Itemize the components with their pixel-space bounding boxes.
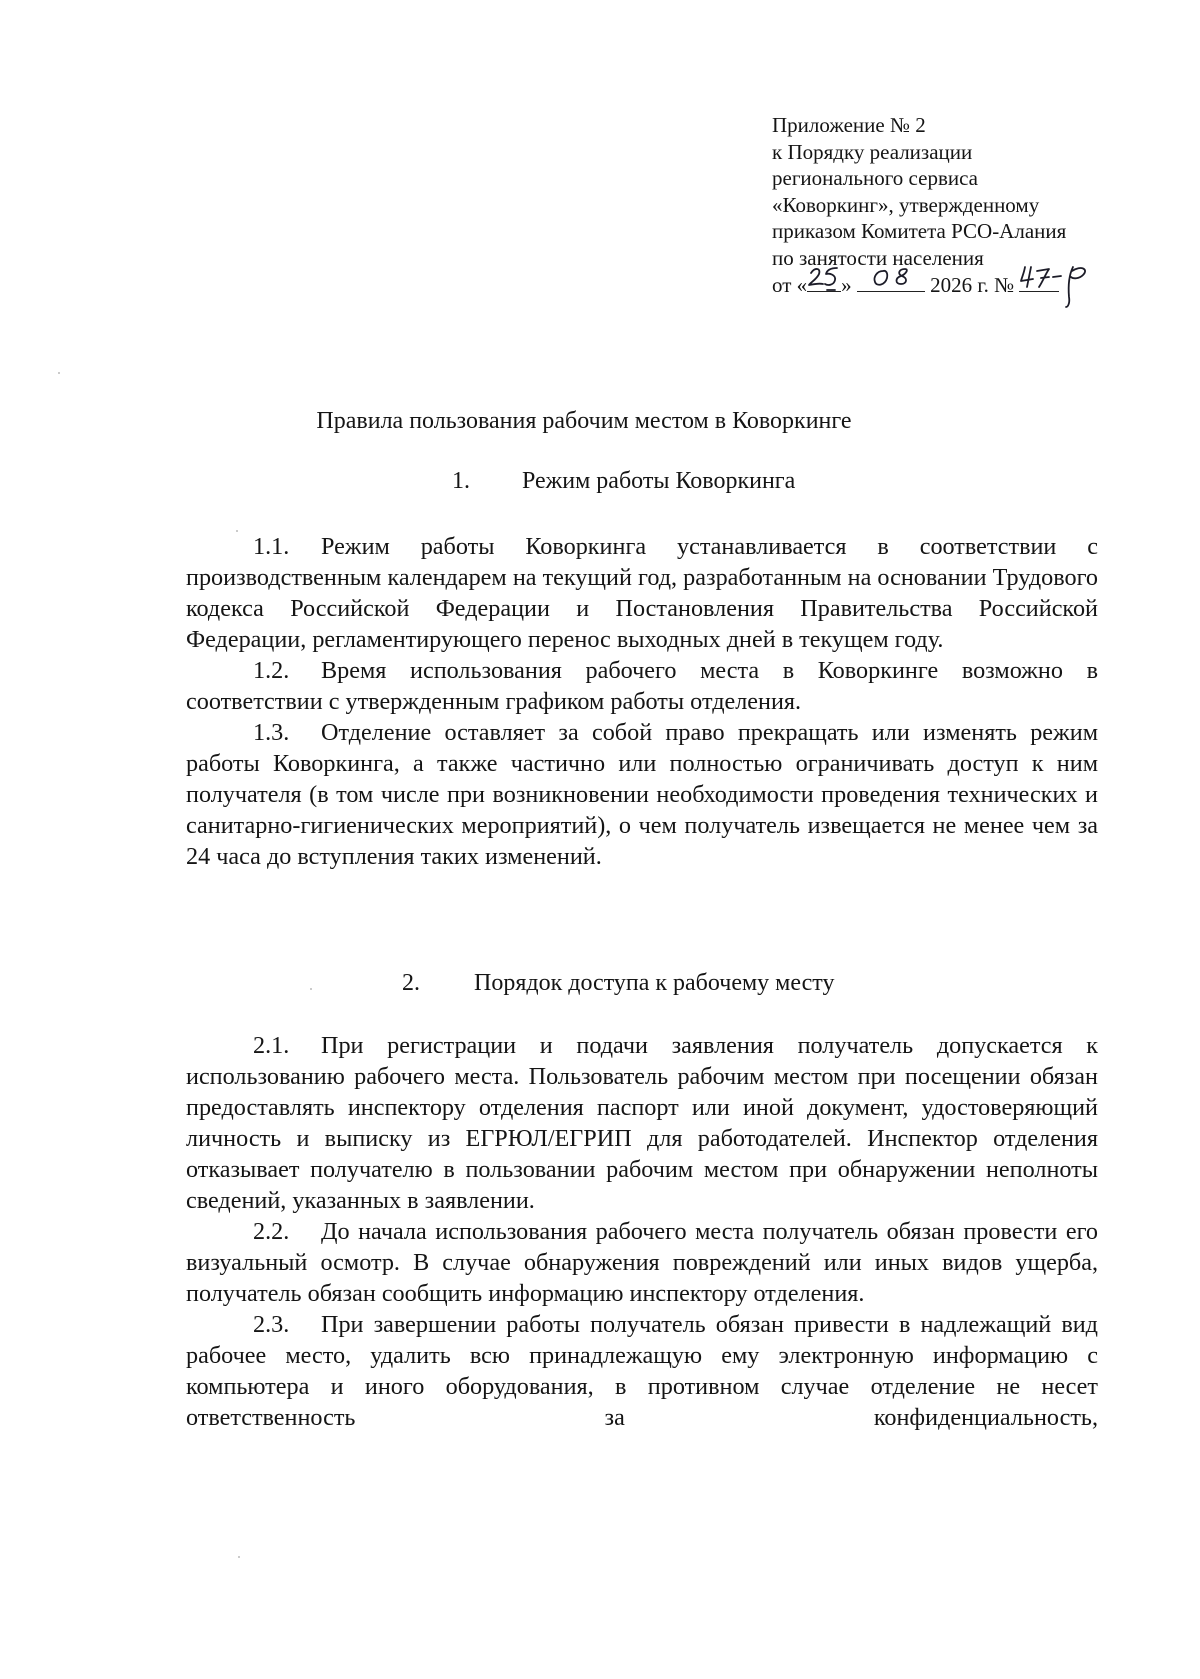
paragraph-text: При завершении работы получатель обязан привести в надлежащий вид рабочее место, удалить всю принадлежащую ему электронную информацию с компьютера и иного оборудования, в противном случае отделение не несет ответственность за конфиденциальность, [186,1311,1098,1431]
section-heading [402,970,834,997]
date-year: 2026 г. № [930,273,1015,297]
handwritten-order-number [1019,263,1129,311]
paragraph [186,717,1098,872]
order-number-field [1019,271,1059,292]
section-heading [452,468,795,495]
handwritten-day [807,263,847,297]
section-number: 1. [452,468,470,494]
appendix-line: «Коворкинг», утвержденному [772,192,1040,217]
date-month-field [857,271,925,292]
section-heading-text: Режим работы Коворкинга [522,468,796,494]
appendix-line: к Порядку реализации [772,139,973,164]
paragraph-text: До начала использования рабочего места получатель обязан провести его визуальный осмотр. В случае обнаружения повреждений или иных видов ущерба, получатель обязан сообщить информацию инспектору отделения. [186,1218,1098,1307]
appendix-line: приказом Комитета РСО-Алания [772,219,1067,243]
date-prefix: от « [772,273,808,297]
paragraph [186,1309,1098,1433]
paragraph-number: 1.2. [253,657,290,684]
paragraph [186,1030,1098,1216]
section-heading-text: Порядок доступа к рабочему месту [474,970,835,996]
paragraph [186,1216,1098,1309]
paragraph [186,531,1098,655]
appendix-date-line [772,271,1172,299]
paragraph-text: При регистрации и подачи заявления получатель допускается к использованию рабочего места. Пользователь рабочим местом при посещении обязан предоставлять инспектору отделения паспорт или иной документ, удостоверяющий личность и выписку из ЕГРЮЛ/ЕГРИП для работодателей. Инспектор отделения отказывает получателю в пользовании рабочим местом при обнаружении неполноты сведений, указанных в заявлении. [186,1032,1098,1214]
appendix-line: Приложение № 2 [772,113,926,137]
handwritten-month [857,263,929,293]
scan-speck [310,988,312,990]
paragraph-text: Режим работы Коворкинга устанавливается в соответствии с производственным календарем на текущий год, разработанным на основании Трудового кодекса Российской Федерации и Постановления Правительства Российской Федерации, регламентирующего перенос выходных дней в текущем году. [186,533,1098,653]
paragraph-number: 2.3. [253,1311,290,1338]
paragraph [186,655,1098,717]
date-day-field [807,271,841,292]
section-body [186,531,1098,872]
paragraph-number: 1.3. [253,719,290,746]
section-number: 2. [402,970,420,996]
appendix-line: по занятости населения [772,245,984,270]
scan-speck [58,372,60,374]
scan-speck [238,1556,240,1558]
date-mid: » [841,273,852,297]
paragraph-text: Отделение оставляет за собой право прекращать или изменять режим работы Коворкинга, а также частично или полностью ограничивать доступ к ним получателя (в том числе при возникновении необходимости проведения технических и санитарно-гигиенических мероприятий), о чем получатель извещается не менее чем за 24 часа до вступления таких изменений. [186,719,1098,870]
paragraph-number: 2.2. [253,1218,290,1245]
paragraph-text: Время использования рабочего места в Коворкинге возможно в соответствии с утвержденным графиком работы отделения. [186,657,1098,715]
scan-speck [236,530,238,532]
section-body [186,1030,1098,1433]
appendix-header [772,112,1172,299]
paragraph-number: 2.1. [253,1032,290,1059]
appendix-line: регионального сервиса [772,166,979,190]
paragraph-number: 1.1. [253,533,290,560]
document-title: Правила пользования рабочим местом в Коворкинге [316,408,852,434]
